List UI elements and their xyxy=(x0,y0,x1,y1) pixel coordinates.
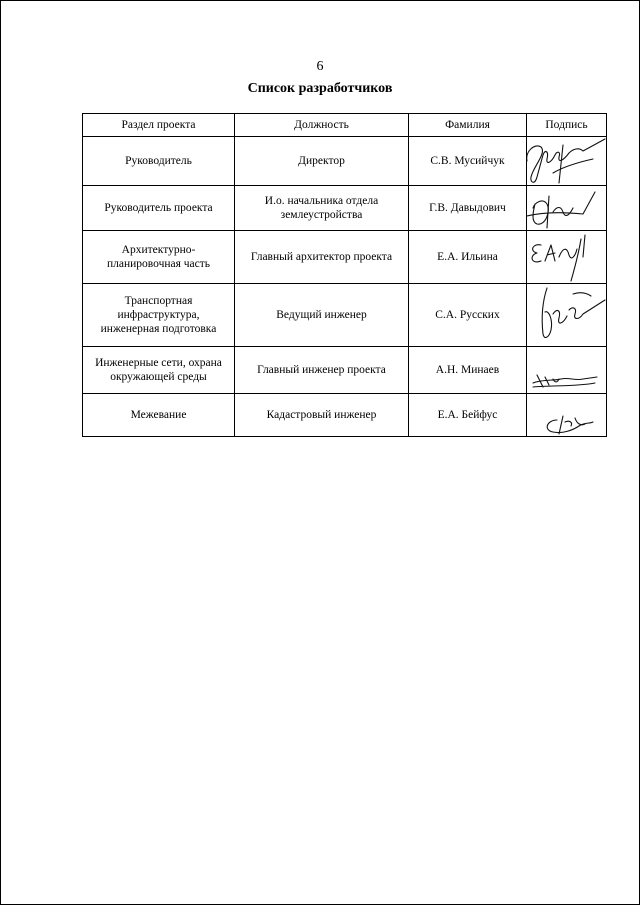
cell-surname: С.В. Мусийчук xyxy=(409,137,527,186)
header-position: Должность xyxy=(235,114,409,137)
cell-position: Директор xyxy=(235,137,409,186)
cell-signature xyxy=(527,347,607,394)
signature-icon xyxy=(527,347,607,394)
signature-icon xyxy=(527,231,607,284)
cell-position: Ведущий инженер xyxy=(235,284,409,347)
table-row xyxy=(83,137,607,186)
page-title: Список разработчиков xyxy=(247,81,393,96)
header-signature: Подпись xyxy=(527,114,607,137)
signature-icon xyxy=(527,394,607,437)
table-row xyxy=(83,394,607,437)
signature-icon xyxy=(527,186,607,231)
table-row xyxy=(83,231,607,284)
cell-position: Главный инженер проекта xyxy=(235,347,409,394)
cell-section: Транспортная инфраструктура, инженерная подготовка xyxy=(83,284,235,347)
cell-position: Кадастровый инженер xyxy=(235,394,409,437)
cell-section: Инженерные сети, охрана окружающей среды xyxy=(83,347,235,394)
cell-surname: А.Н. Минаев xyxy=(409,347,527,394)
cell-signature xyxy=(527,137,607,186)
cell-signature xyxy=(527,284,607,347)
developers-table xyxy=(82,113,607,437)
cell-surname: Г.В. Давыдович xyxy=(409,186,527,231)
cell-section: Архитектурно-планировочная часть xyxy=(83,231,235,284)
cell-signature xyxy=(527,394,607,437)
cell-surname: С.А. Русских xyxy=(409,284,527,347)
signature-icon xyxy=(527,284,607,347)
table-row xyxy=(83,284,607,347)
cell-section: Межевание xyxy=(83,394,235,437)
cell-position: Главный архитектор проекта xyxy=(235,231,409,284)
cell-section: Руководитель xyxy=(83,137,235,186)
header-section: Раздел проекта xyxy=(83,114,235,137)
page-number: 6 xyxy=(316,59,324,74)
cell-signature xyxy=(527,186,607,231)
table-row xyxy=(83,347,607,394)
table-header-row xyxy=(83,114,607,137)
cell-position: И.о. начальника отдела землеустройства xyxy=(235,186,409,231)
signature-icon xyxy=(527,137,607,186)
cell-surname: Е.А. Ильина xyxy=(409,231,527,284)
header-surname: Фамилия xyxy=(409,114,527,137)
cell-signature xyxy=(527,231,607,284)
cell-surname: Е.А. Бейфус xyxy=(409,394,527,437)
table-row xyxy=(83,186,607,231)
cell-section: Руководитель проекта xyxy=(83,186,235,231)
